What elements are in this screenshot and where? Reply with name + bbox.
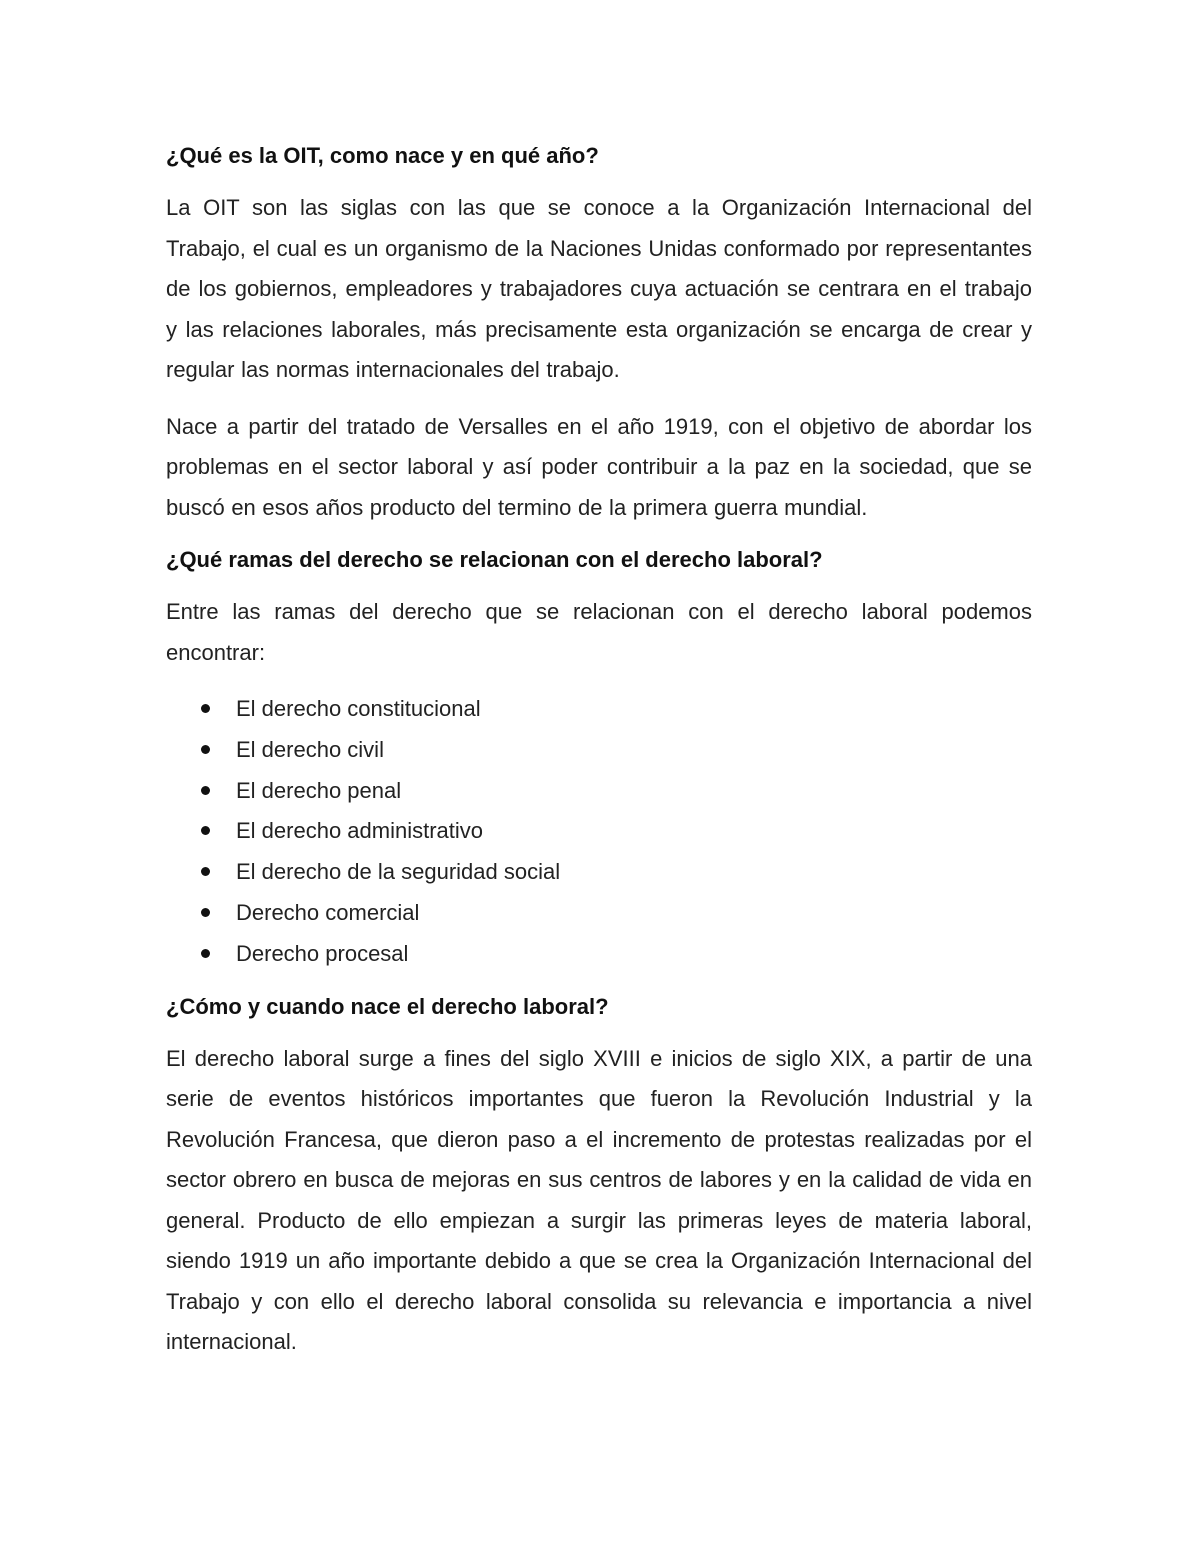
list-item-text: El derecho civil (236, 736, 384, 762)
bullet-dot-icon (201, 745, 210, 754)
paragraph-oit-definition: La OIT son las siglas con las que se conoce a la Organización Internacional del Trabajo, el cual es un organismo de la Naciones Unidas conformado por representantes de los gobiernos, empleadores y trabajadores cuya actuación se centrara en el trabajo y las relaciones laborales, más precisamente esta organización se encarga de crear y regular las normas internacionales del trabajo. (166, 195, 1032, 382)
paragraph-ramas-intro: Entre las ramas del derecho que se relacionan con el derecho laboral podemos encontrar: (166, 599, 1032, 665)
list-item (166, 852, 1032, 893)
list-item-text: El derecho de la seguridad social (236, 859, 561, 885)
list-item (166, 934, 1032, 975)
bullet-dot-icon (201, 786, 210, 795)
bullet-dot-icon (201, 949, 210, 958)
bullet-dot-icon (201, 704, 210, 713)
list-item-text: El derecho administrativo (236, 818, 484, 844)
list-item (166, 893, 1032, 934)
list-item-text: Derecho comercial (236, 899, 420, 925)
bullet-dot-icon (201, 908, 210, 917)
bullet-dot-icon (201, 826, 210, 835)
ramas-bullet-list (166, 689, 1032, 975)
list-item-text: Derecho procesal (236, 940, 409, 966)
list-item-text: El derecho constitucional (236, 696, 481, 721)
list-item (166, 689, 1032, 730)
document-page (166, 140, 1032, 1379)
list-item (166, 730, 1032, 771)
bullet-dot-icon (201, 867, 210, 876)
list-item-text: El derecho penal (236, 777, 402, 803)
section-heading-ramas: ¿Qué ramas del derecho se relacionan con el derecho laboral? (166, 547, 823, 572)
list-item (166, 811, 1032, 852)
section-heading-origen-derecho-laboral: ¿Cómo y cuando nace el derecho laboral? (166, 993, 609, 1019)
paragraph-oit-origin: Nace a partir del tratado de Versalles en el año 1919, con el objetivo de abordar los problemas en el sector laboral y así poder contribuir a la paz en la sociedad, que se buscó en esos años producto del termino de la primera guerra mundial. (166, 413, 1032, 520)
paragraph-origen-derecho-laboral: El derecho laboral surge a fines del siglo XVIII e inicios de siglo XIX, a partir de una serie de eventos históricos importantes que fueron la Revolución Industrial y la Revolución Francesa, que dieron paso a el incremento de protestas realizadas por el sector obrero en busca de mejoras en sus centros de labores y en la calidad de vida en general. Producto de ello empiezan a surgir las primeras leyes de materia laboral, siendo 1919 un año importante debido a que se crea la Organización Internacional del Trabajo y con ello el derecho laboral consolida su relevancia e importancia a nivel internacional. (166, 1045, 1032, 1355)
section-heading-oit: ¿Qué es la OIT, como nace y en qué año? (166, 143, 599, 168)
list-item (166, 771, 1032, 812)
